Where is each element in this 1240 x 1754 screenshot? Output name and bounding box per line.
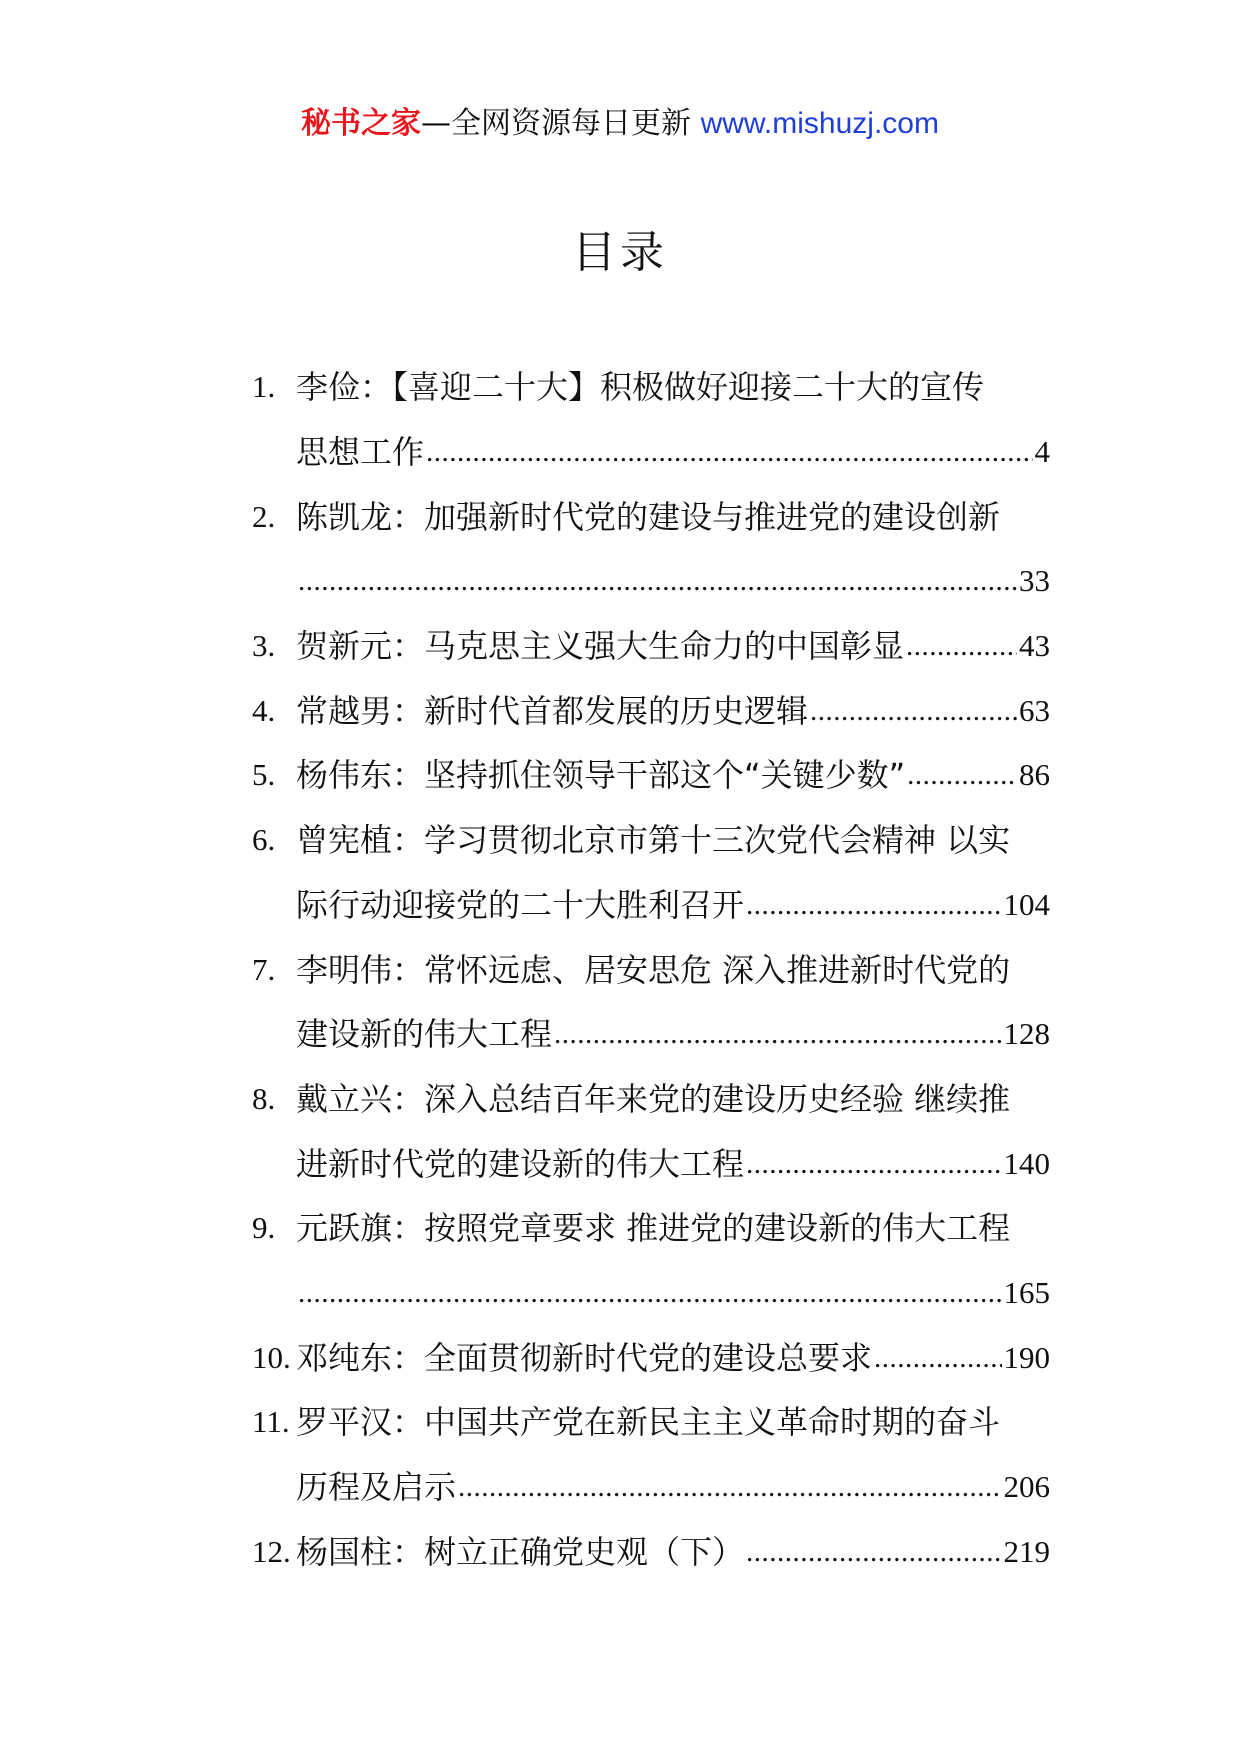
toc-page-number: 219: [1003, 1533, 1050, 1569]
toc-number: 7.: [252, 951, 276, 987]
toc-title-continued: 建设新的伟大工程: [296, 1015, 553, 1054]
toc-number: 5.: [252, 757, 276, 793]
toc-title: 杨国柱：树立正确党史观（下）: [296, 1532, 745, 1571]
toc-title: 常越男：新时代首都发展的历史逻辑: [296, 691, 809, 730]
toc-page-number: 4: [1034, 434, 1050, 470]
toc-title: 曾宪植：学习贯彻北京市第十三次党代会精神 以实: [296, 821, 1011, 860]
dot-leader: [746, 1144, 1001, 1184]
dot-leader: [810, 691, 1017, 731]
toc-page-number: 86: [1019, 757, 1050, 793]
toc-entry[interactable]: [252, 1519, 1050, 1584]
toc-title-continued: 进新时代党的建设新的伟大工程: [296, 1144, 745, 1183]
toc-entry[interactable]: [252, 678, 1050, 743]
toc-entry[interactable]: [252, 1325, 1050, 1390]
toc-entry[interactable]: [252, 937, 1050, 1066]
toc-page-number: 206: [1003, 1469, 1050, 1505]
toc-entry[interactable]: [252, 808, 1050, 937]
toc-title: 陈凯龙：加强新时代党的建设与推进党的建设创新: [296, 497, 1001, 536]
site-url-link[interactable]: www.mishuzj.com: [700, 107, 939, 140]
table-of-contents: [252, 355, 1050, 1584]
toc-entry[interactable]: [252, 1196, 1050, 1325]
site-banner: [0, 104, 1240, 144]
toc-title: 贺新元：马克思主义强大生命力的中国彰显: [296, 627, 905, 666]
toc-title-continued: 思想工作: [296, 433, 425, 472]
dot-leader: [907, 755, 1017, 795]
dot-leader: [298, 561, 1017, 601]
toc-page-number: 128: [1003, 1016, 1050, 1052]
dot-leader: [426, 432, 1032, 472]
dot-leader: [746, 885, 1001, 925]
toc-entry[interactable]: [252, 1390, 1050, 1519]
toc-entry[interactable]: [252, 614, 1050, 679]
dot-leader: [874, 1338, 1001, 1378]
toc-title-continued: 际行动迎接党的二十大胜利召开: [296, 885, 745, 924]
toc-number: 12.: [252, 1533, 291, 1569]
toc-number: 3.: [252, 628, 276, 664]
toc-title: 邓纯东：全面贯彻新时代党的建设总要求: [296, 1338, 873, 1377]
toc-page-number: 140: [1003, 1145, 1050, 1181]
toc-number: 9.: [252, 1210, 276, 1246]
dot-leader: [458, 1467, 1001, 1507]
toc-entry[interactable]: [252, 484, 1050, 613]
toc-title: 李俭：【喜迎二十大】积极做好迎接二十大的宣传: [296, 368, 985, 407]
toc-page-number: 190: [1003, 1339, 1050, 1375]
toc-title: 元跃旗：按照党章要求 推进党的建设新的伟大工程: [296, 1209, 1011, 1248]
toc-title-continued: 历程及启示: [296, 1468, 457, 1507]
toc-number: 1.: [252, 369, 276, 405]
toc-entry[interactable]: [252, 1067, 1050, 1196]
toc-number: 6.: [252, 822, 276, 858]
dot-leader: [554, 1014, 1001, 1054]
dot-leader: [298, 1273, 1002, 1313]
toc-title: 罗平汉：中国共产党在新民主主义革命时期的奋斗: [296, 1403, 1001, 1442]
toc-page-number: 33: [1019, 563, 1050, 599]
toc-page-number: 104: [1003, 886, 1050, 922]
toc-page-number: 63: [1019, 692, 1050, 728]
dot-leader: [746, 1532, 1001, 1572]
brand-name: 秘书之家: [301, 106, 422, 141]
toc-page-number: 165: [1003, 1274, 1050, 1310]
toc-number: 8.: [252, 1080, 276, 1116]
toc-number: 11.: [252, 1404, 290, 1440]
toc-entry[interactable]: [252, 743, 1050, 808]
toc-entry[interactable]: [252, 355, 1050, 484]
toc-title: 戴立兴：深入总结百年来党的建设历史经验 继续推: [296, 1079, 1011, 1118]
dot-leader: [906, 626, 1017, 666]
toc-number: 10.: [252, 1339, 291, 1375]
toc-number: 2.: [252, 498, 276, 534]
banner-tagline: —全网资源每日更新: [421, 106, 701, 141]
toc-page-number: 43: [1019, 628, 1050, 664]
toc-title: 杨伟东：坚持抓住领导干部这个“关键少数”: [296, 756, 906, 795]
page-title: 目录: [572, 227, 668, 278]
toc-title: 李明伟：常怀远虑、居安思危 深入推进新时代党的: [296, 950, 1011, 989]
toc-number: 4.: [252, 692, 276, 728]
